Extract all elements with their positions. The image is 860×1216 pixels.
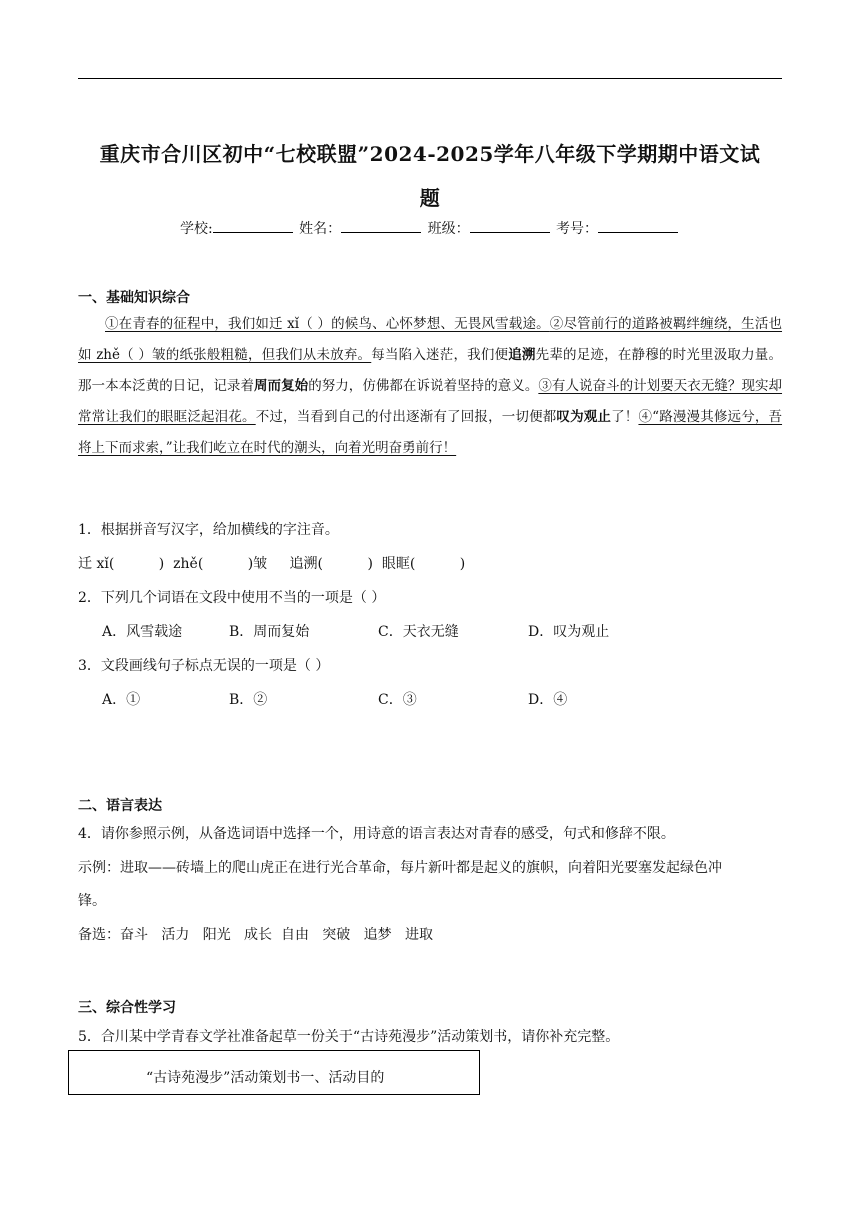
passage-text: 每当陷入迷茫，我们便 [371,347,509,363]
passage-text: 了！ [611,409,639,425]
section-heading-comprehensive: 三、综合性学习 [78,1000,176,1016]
question-4-candidates: 备选：奋斗 活力 阳光 成长 自由 突破 追梦 进取 [78,927,434,943]
school-label: 学校: [179,221,213,237]
term-zhuisu: 追溯 [508,347,536,363]
name-blank[interactable] [341,218,421,233]
class-label: 班级： [427,221,470,237]
header-rule [78,78,782,79]
question-4-example-continued: 锋。 [78,893,106,909]
question-5-stem: 5．合川某中学青春文学社准备起草一份关于“古诗苑漫步”活动策划书，请你补充完整。 [78,1029,620,1045]
page-title-continued: 题 [419,186,441,210]
plan-table-heading: “古诗苑漫步”活动策划书一、活动目的 [146,1070,385,1086]
question-1-answer-line[interactable]: 迁 xǐ( ) zhě( )皱 追溯( ) 眼眶( ) [78,556,466,572]
question-3-stem: 3．文段画线句子标点无误的一项是（ ） [78,658,330,674]
reading-passage [78,309,782,464]
question-3-option-c[interactable]: C．③ [378,692,417,708]
exam-number-label: 考号： [556,221,599,237]
underlined-sentence-2: ②尽管前行的道路被羁绊缠绕，生活也如 zhě（ ）皱的纸张般粗糙，但我们从未放弃。 [78,316,783,363]
underlined-sentence-4: ④“路漫漫其修远兮，吾将上下而求索，”让我们屹立在时代的潮头，向着光明奋勇前行！ [78,409,783,456]
page-title: 重庆市合川区初中“七校联盟”2024-2025学年八年级下学期期中语文试 [99,142,761,166]
school-blank[interactable] [213,218,293,233]
question-3-option-a[interactable]: A．① [102,692,141,708]
question-1-stem: 1．根据拼音写汉字，给加横线的字注音。 [78,522,339,538]
term-tanweiguanzhi: 叹为观止 [556,409,612,425]
name-label: 姓名： [299,221,342,237]
student-info-line [0,218,860,238]
question-2-stem: 2．下列几个词语在文段中使用不当的一项是（ ） [78,590,386,606]
passage-text: 不过，当看到自己的付出逐渐有了回报，一切便都 [255,409,557,425]
exam-number-blank[interactable] [598,218,678,233]
question-2-option-d[interactable]: D．叹为观止 [528,624,610,640]
question-3-option-d[interactable]: D．④ [528,692,568,708]
section-heading-basics: 一、基础知识综合 [78,290,190,306]
question-4-example: 示例：进取——砖墙上的爬山虎正在进行光合革命，每片新叶都是起义的旗帜，向着阳光要塞发起绿色冲 [78,860,722,876]
question-4-stem: 4．请你参照示例，从备选词语中选择一个，用诗意的语言表达对青春的感受，句式和修辞不限。 [78,826,675,842]
question-2-option-a[interactable]: A．风雪载途 [102,624,183,640]
section-heading-expression: 二、语言表达 [78,798,162,814]
class-blank[interactable] [470,218,550,233]
passage-text: 先辈的足迹，在静穆的时光里汲取力量。那一本本泛黄的日记，记录着 [78,347,783,394]
underlined-sentence-1: ①在青春的征程中，我们如迁 xǐ（ ）的候鸟、心怀梦想、无畏风雪载途。 [105,316,550,332]
question-2-option-b[interactable]: B．周而复始 [229,624,310,640]
term-zhouerfushi: 周而复始 [254,378,309,394]
underlined-sentence-3: ③有人说奋斗的计划要天衣无缝？现实却常常让我们的眼眶泛起泪花。 [78,378,783,425]
question-3-option-b[interactable]: B．② [229,692,268,708]
passage-text: 的努力，仿佛都在诉说着坚持的意义。 [308,378,539,394]
question-2-option-c[interactable]: C．天衣无缝 [378,624,459,640]
